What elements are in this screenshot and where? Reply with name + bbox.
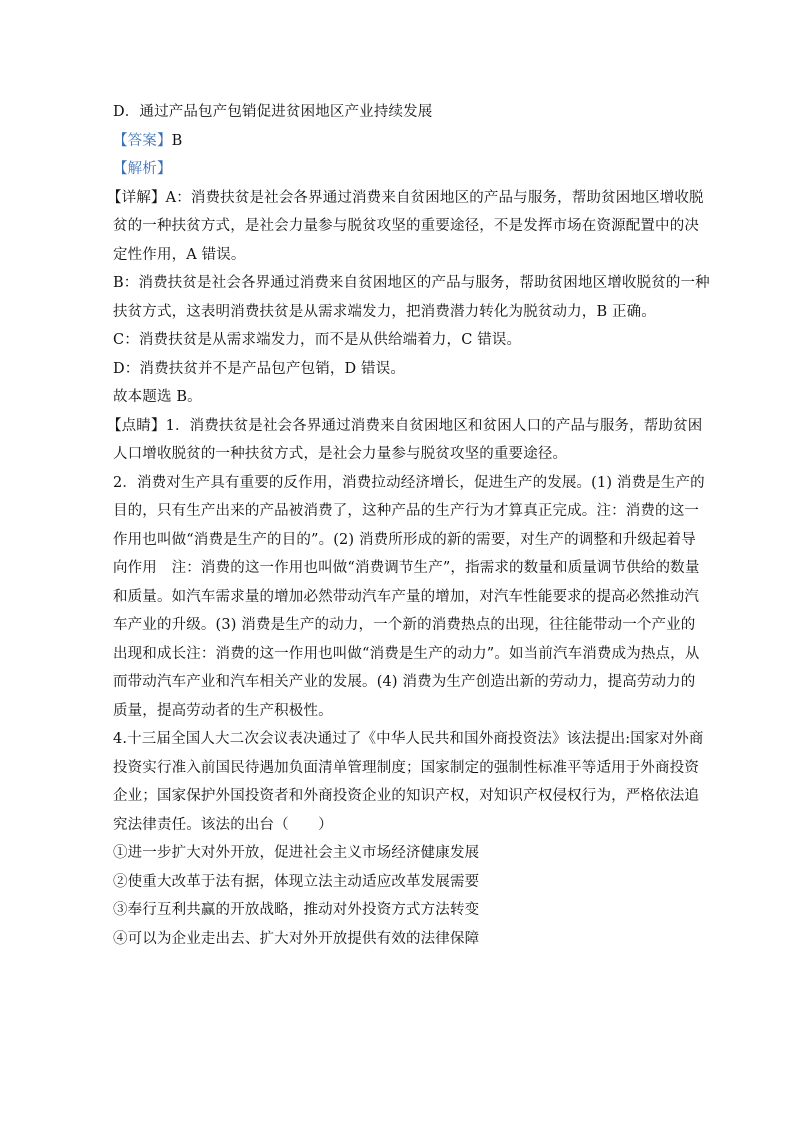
point2-line: 出现和成长注：消费的这一作用也叫做“消费是生产的动力”。如当前汽车消费成为热点，从: [113, 645, 700, 662]
conclusion: 故本题选 B。: [113, 389, 202, 405]
analysis-tag: 【解析】: [113, 161, 172, 177]
point2-line: 车产业的升级。(3) 消费是生产的动力，一个新的消费热点的出现，往往能带动一个产业的: [113, 617, 696, 633]
option-b-explanation: 扶贫方式，这表明消费扶贫是从需求端发力，把消费潜力转化为脱贫动力，B 正确。: [113, 303, 656, 320]
detail-tag: 【详解】: [107, 189, 166, 206]
tip-tag: 【点睛】: [107, 417, 166, 434]
tip-text: 1．消费扶贫是社会各界通过消费来自贫困地区和贫困人口的产品与服务，帮助贫困: [165, 417, 703, 434]
statement-option: ③奉行互利共赢的开放战略，推动对外投资方式方法转变: [113, 902, 480, 918]
question4-line: 究法律责任。该法的出台（ ）: [113, 816, 333, 833]
point2-line: 向作用 注：消费的这一作用也叫做“消费调节生产”，指需求的数量和质量调节供给的数量: [113, 560, 700, 576]
answer-tag: 【答案】: [113, 132, 172, 149]
question4-line: 投资实行准入前国民待遇加负面清单管理制度；国家制定的强制性标准平等适用于外商投资: [113, 759, 699, 776]
detail-text: A：消费扶贫是社会各界通过消费来自贫困地区的产品与服务，帮助贫困地区增收脱: [165, 189, 704, 206]
detail-line: 贫的一种扶贫方式，是社会力量参与脱贫攻坚的重要途径，不是发挥市场在资源配置中的决: [113, 218, 699, 234]
tip-line: [107, 412, 703, 441]
point2-line: 和质量。如汽车需求量的增加必然带动汽车产量的增加，对汽车性能要求的提高必然推动汽: [113, 588, 699, 605]
option-b-explanation: B：消费扶贫是社会各界通过消费来自贫困地区的产品与服务，帮助贫困地区增收脱贫的一种: [113, 275, 710, 291]
question4-line: 企业；国家保护外国投资者和外商投资企业的知识产权，对知识产权侵权行为，严格依法追: [113, 788, 699, 804]
detail-line: 定性作用，A 错误。: [113, 246, 246, 263]
point2-line: 而带动汽车产业和汽车相关产业的发展。(4) 消费为生产创造出新的劳动力，提高劳动力的: [113, 674, 696, 690]
statement-option: ②使重大改革于法有据，体现立法主动适应改革发展需要: [113, 873, 480, 890]
analysis-line: [113, 155, 683, 184]
answer-value: B: [171, 132, 183, 149]
point2-line: 质量，提高劳动者的生产积极性。: [113, 702, 333, 719]
question4-line: 4.十三届全国人大二次会议表决通过了《中华人民共和国外商投资法》该法提出:国家对外商: [113, 731, 704, 747]
option-d-explanation: D：消费扶贫并不是产品包产包销，D 错误。: [113, 360, 406, 377]
statement-option: ④可以为企业走出去、扩大对外开放提供有效的法律保障: [113, 930, 480, 947]
tip-line: 人口增收脱贫的一种扶贫方式，是社会力量参与脱贫攻坚的重要途径。: [113, 446, 568, 462]
detail-line: [107, 184, 704, 213]
option-c-explanation: C：消费扶贫是从需求端发力，而不是从供给端着力，C 错误。: [113, 332, 522, 348]
point2-line: 目的，只有生产出来的产品被消费了，这种产品的生产行为才算真正完成。注：消费的这一: [113, 503, 699, 519]
document-page: [107, 98, 710, 953]
point2-line: 作用也叫做“消费是生产的目的”。(2) 消费所形成的新的需要，对生产的调整和升级起着导: [113, 531, 696, 548]
option-d: D．通过产品包产包销促进贫困地区产业持续发展: [113, 104, 433, 120]
statement-option: ①进一步扩大对外开放，促进社会主义市场经济健康发展: [113, 845, 480, 861]
answer-line: [113, 127, 683, 156]
point2-line: 2．消费对生产具有重要的反作用，消费拉动经济增长，促进生产的发展。(1) 消费是生产的: [113, 474, 705, 491]
